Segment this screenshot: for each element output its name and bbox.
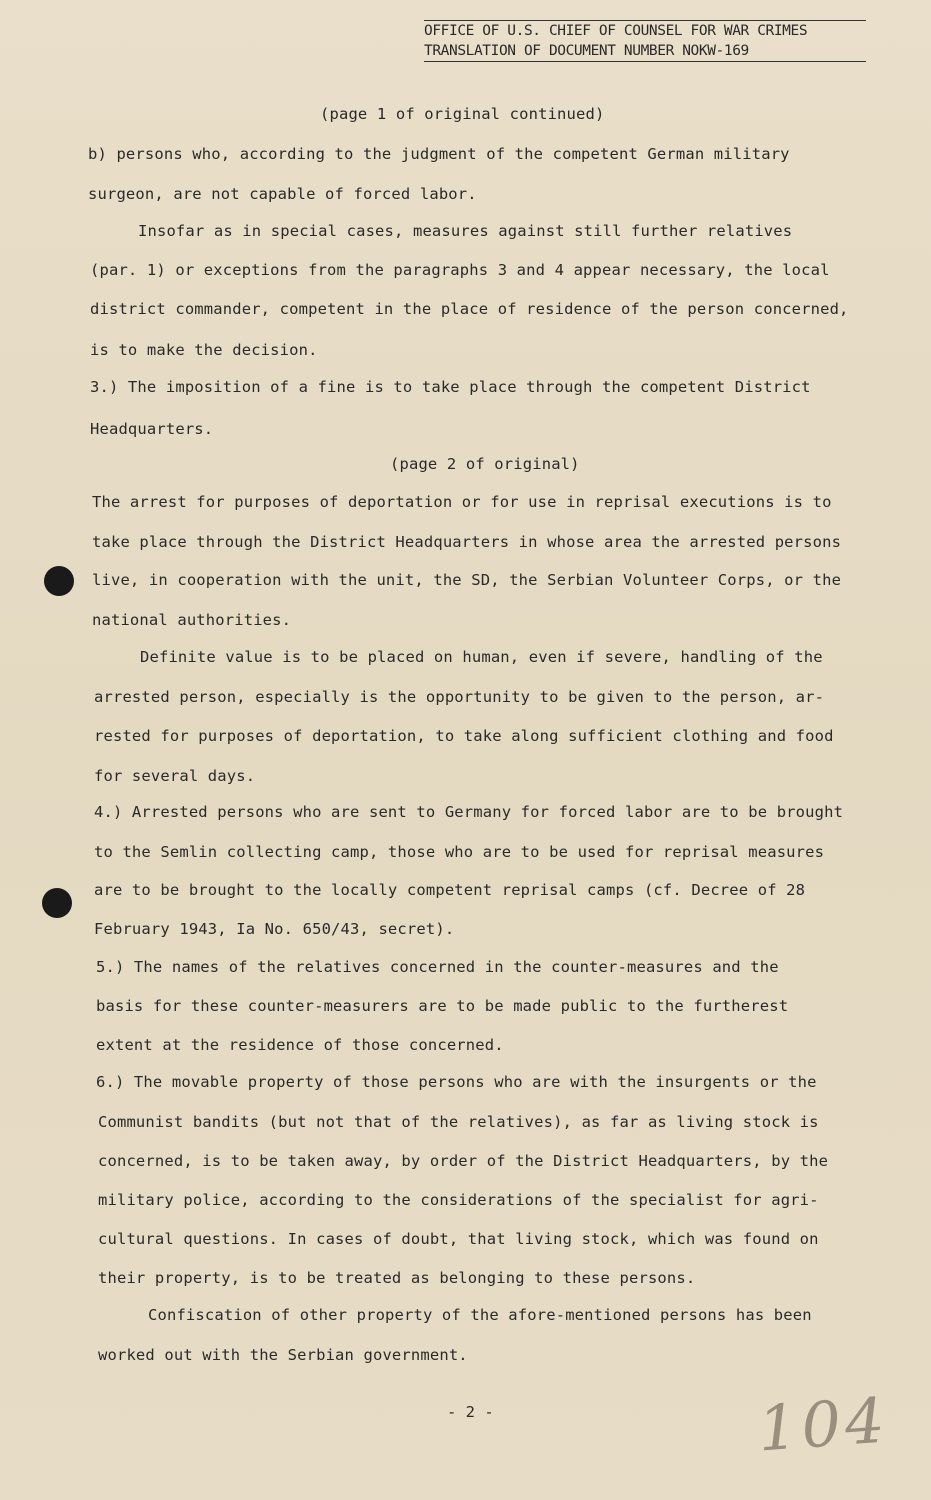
text-line: surgeon, are not capable of forced labor. — [88, 185, 477, 203]
text-line: their property, is to be treated as belonging to these persons. — [98, 1269, 696, 1287]
text-line: live, in cooperation with the unit, the SD, the Serbian Volunteer Corps, or the — [92, 571, 842, 589]
text-line: are to be brought to the locally competent reprisal camps (cf. Decree of 28 — [94, 881, 806, 899]
handwritten-page-number: 104 — [755, 1383, 891, 1466]
text-line: arrested person, especially is the opportunity to be given to the person, ar- — [94, 688, 825, 706]
text-line: national authorities. — [92, 611, 292, 629]
paragraph-4-start: 4.) Arrested persons who are sent to Germany for forced labor are to be brought — [94, 803, 844, 821]
paragraph-3-start: 3.) The imposition of a fine is to take place through the competent District — [90, 378, 811, 396]
text-line: to the Semlin collecting camp, those who are to be used for reprisal measures — [94, 843, 825, 861]
text-line: take place through the District Headquarters in whose area the arrested persons — [92, 533, 842, 551]
header-translation-line: TRANSLATION OF DOCUMENT NUMBER NOKW-169 — [424, 41, 866, 62]
text-line: rested for purposes of deportation, to take along sufficient clothing and food — [94, 727, 834, 745]
text-line: for several days. — [94, 767, 256, 785]
punch-hole — [42, 888, 72, 918]
text-line: worked out with the Serbian government. — [98, 1346, 468, 1364]
text-line: cultural questions. In cases of doubt, that living stock, which was found on — [98, 1230, 819, 1248]
text-line: extent at the residence of those concerned. — [96, 1036, 504, 1054]
text-line: military police, according to the considerations of the specialist for agri- — [98, 1191, 819, 1209]
text-line: Insofar as in special cases, measures against still further relatives — [138, 222, 793, 240]
text-line: Communist bandits (but not that of the relatives), as far as living stock is — [98, 1113, 819, 1131]
header-office-line: OFFICE OF U.S. CHIEF OF COUNSEL FOR WAR CRIMES — [424, 20, 866, 41]
document-header — [424, 20, 866, 62]
text-line: district commander, competent in the place of residence of the person concerned, — [90, 300, 849, 318]
text-line: The arrest for purposes of deportation or for use in reprisal executions is to — [92, 493, 832, 511]
page-number: - 2 - — [447, 1403, 494, 1421]
text-line: b) persons who, according to the judgment of the competent German military — [88, 145, 790, 163]
text-line: concerned, is to be taken away, by order of the District Headquarters, by the — [98, 1152, 829, 1170]
text-line: Confiscation of other property of the afore-mentioned persons has been — [148, 1306, 812, 1324]
text-line: February 1943, Ia No. 650/43, secret). — [94, 920, 455, 938]
paragraph-6-start: 6.) The movable property of those persons who are with the insurgents or the — [96, 1073, 817, 1091]
text-line: is to make the decision. — [90, 341, 318, 359]
text-line: (par. 1) or exceptions from the paragraphs 3 and 4 appear necessary, the local — [90, 261, 830, 279]
page-2-note: (page 2 of original) — [390, 455, 580, 473]
page-continuation-note: (page 1 of original continued) — [320, 105, 605, 123]
text-line: basis for these counter-measurers are to be made public to the furtherest — [96, 997, 789, 1015]
punch-hole — [44, 566, 74, 596]
paragraph-5-start: 5.) The names of the relatives concerned in the counter-measures and the — [96, 958, 779, 976]
text-line: Headquarters. — [90, 420, 214, 438]
text-line: Definite value is to be placed on human, even if severe, handling of the — [140, 648, 823, 666]
